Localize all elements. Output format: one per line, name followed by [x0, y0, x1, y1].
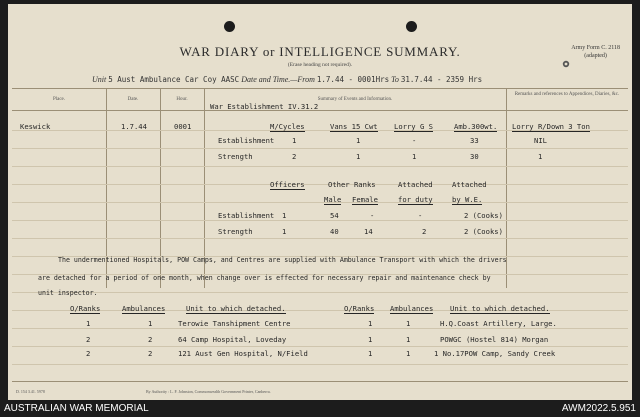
detached-cell: 1	[148, 319, 153, 328]
personnel-est-value: 54	[330, 211, 339, 220]
printer-code: D. 154 3.41. 5978	[16, 389, 45, 394]
personnel-establishment-label: Establishment	[218, 211, 275, 220]
ruled-line	[12, 292, 628, 293]
detached-header: Unit to which detached.	[450, 304, 550, 313]
personnel-header: Officers	[270, 180, 305, 189]
detached-cell: Terowie Tanshipment Centre	[178, 319, 291, 328]
army-form-number: Army Form C. 2118	[571, 45, 620, 51]
page-subtitle: (Erase heading not required).	[287, 62, 353, 68]
vehicle-header: Lorry R/Down 3 Ton	[512, 122, 590, 131]
col-header-date: Date.	[127, 97, 139, 102]
strength-value: 1	[538, 152, 543, 161]
date-to: 31.7.44 - 2359 Hrs	[400, 75, 483, 84]
vehicle-header: Vans 15 Cwt	[330, 122, 378, 131]
detached-header: Unit to which detached.	[186, 304, 286, 313]
personnel-str-value: 2	[422, 227, 427, 236]
unit-value: 5 Aust Ambulance Car Coy AASC	[108, 75, 240, 84]
ruled-line	[12, 220, 628, 221]
establishment-value: 1	[356, 136, 361, 145]
crest-icon	[562, 60, 570, 68]
date-from: 1.7.44 - 0001Hrs	[316, 75, 390, 84]
army-form-note: (adapted)	[584, 53, 607, 59]
detached-header: O/Ranks	[70, 304, 101, 313]
detached-cell: 2	[86, 335, 91, 344]
date-label: Date and Time.—From	[241, 75, 315, 84]
col-header-hour: Hour.	[176, 97, 188, 102]
detached-cell: 1	[406, 335, 411, 344]
unit-label: Unit	[92, 75, 107, 84]
detached-cell: 64 Camp Hospital, Loveday	[178, 335, 287, 344]
personnel-strength-label: Strength	[218, 227, 253, 236]
establishment-value: 33	[470, 136, 479, 145]
detached-cell: 2	[86, 349, 91, 358]
strength-value: 30	[470, 152, 479, 161]
punch-hole	[224, 21, 235, 32]
col-header-place: Place.	[52, 97, 66, 102]
ruled-line	[12, 346, 628, 347]
establishment-label: Establishment	[218, 136, 275, 145]
entry-hour: 0001	[174, 122, 192, 131]
ruled-line	[12, 364, 628, 365]
vehicle-header: Amb.300wt.	[454, 122, 498, 131]
personnel-subheader: Male	[324, 195, 342, 204]
table-top-rule	[12, 88, 628, 89]
table-bottom-rule	[12, 381, 628, 382]
detached-cell: H.Q.Coast Artillery, Large.	[440, 319, 557, 328]
ruled-line	[12, 202, 628, 203]
strength-value: 2	[292, 152, 297, 161]
vehicle-header: M/Cycles	[270, 122, 305, 131]
col-header-remarks: Remarks and references to Appendices, Diaries, &c.	[514, 92, 620, 97]
detached-cell: 2	[148, 349, 153, 358]
personnel-subheader: by W.E.	[452, 195, 483, 204]
personnel-subheader: Female	[352, 195, 378, 204]
personnel-est-value: 1	[282, 211, 287, 220]
paragraph-line: are detached for a period of one month, when change over is effected for necessary repair and maintenance check by	[38, 274, 491, 282]
detached-cell: POWGC (Hostel 814) Morgan	[440, 335, 549, 344]
detached-cell: 2	[148, 335, 153, 344]
personnel-header: Attached	[452, 180, 487, 189]
paragraph-line: unit inspector.	[38, 289, 98, 297]
col-header-summary: Summary of Events and Information.	[317, 97, 393, 102]
personnel-est-value: -	[418, 211, 423, 220]
personnel-str-value: 2 (Cooks)	[464, 227, 503, 236]
archive-caption-left: AUSTRALIAN WAR MEMORIAL	[4, 403, 149, 414]
personnel-str-value: 40	[330, 227, 339, 236]
detached-cell: 121 Aust Gen Hospital, N/Field	[178, 349, 308, 358]
page-title: WAR DIARY or INTELLIGENCE SUMMARY.	[179, 44, 461, 59]
detached-cell: 1	[406, 319, 411, 328]
personnel-str-value: 1	[282, 227, 287, 236]
ruled-line	[12, 238, 628, 239]
to-label: To	[391, 75, 399, 84]
personnel-header: Other Ranks	[328, 180, 376, 189]
personnel-header: Attached	[398, 180, 433, 189]
paragraph-line: The undermentioned Hospitals, POW Camps, and Centres are supplied with Ambulance Transport with which the drivers	[58, 256, 507, 264]
personnel-est-value: 2 (Cooks)	[464, 211, 503, 220]
entry-date: 1.7.44	[121, 122, 147, 131]
detached-cell: 1	[86, 319, 91, 328]
personnel-str-value: 14	[364, 227, 373, 236]
archive-caption-right: AWM2022.5.951	[561, 403, 636, 414]
detached-cell: 1	[368, 319, 373, 328]
establishment-value: 1	[292, 136, 297, 145]
entry-place: Keswick	[20, 122, 51, 131]
unit-line	[92, 75, 482, 84]
detached-header: Ambulances	[122, 304, 166, 313]
header-rule	[12, 110, 628, 111]
establishment-value: NIL	[534, 136, 547, 145]
establishment-value: -	[412, 136, 417, 145]
ruled-line	[12, 148, 628, 149]
detached-cell: 1	[368, 335, 373, 344]
detached-header: Ambulances	[390, 304, 434, 313]
strength-value: 1	[412, 152, 417, 161]
detached-cell: 1 No.17POW Camp, Sandy Creek	[434, 349, 556, 358]
punch-hole	[406, 21, 417, 32]
ruled-line	[12, 328, 628, 329]
detached-header: O/Ranks	[344, 304, 375, 313]
personnel-est-value: -	[370, 211, 375, 220]
ruled-line	[12, 184, 628, 185]
ruled-line	[12, 166, 628, 167]
war-establishment-heading: War Establishment IV.31.2	[210, 102, 319, 111]
diary-page	[8, 4, 632, 400]
detached-cell: 1	[406, 349, 411, 358]
strength-label: Strength	[218, 152, 253, 161]
detached-cell: 1	[368, 349, 373, 358]
personnel-subheader: for duty	[398, 195, 433, 204]
vehicle-header: Lorry G S	[394, 122, 433, 131]
printer-authority: By Authority : L. F. Johnston, Commonwealth Government Printer, Canberra.	[146, 389, 271, 394]
army-form-label	[571, 44, 620, 60]
strength-value: 1	[356, 152, 361, 161]
